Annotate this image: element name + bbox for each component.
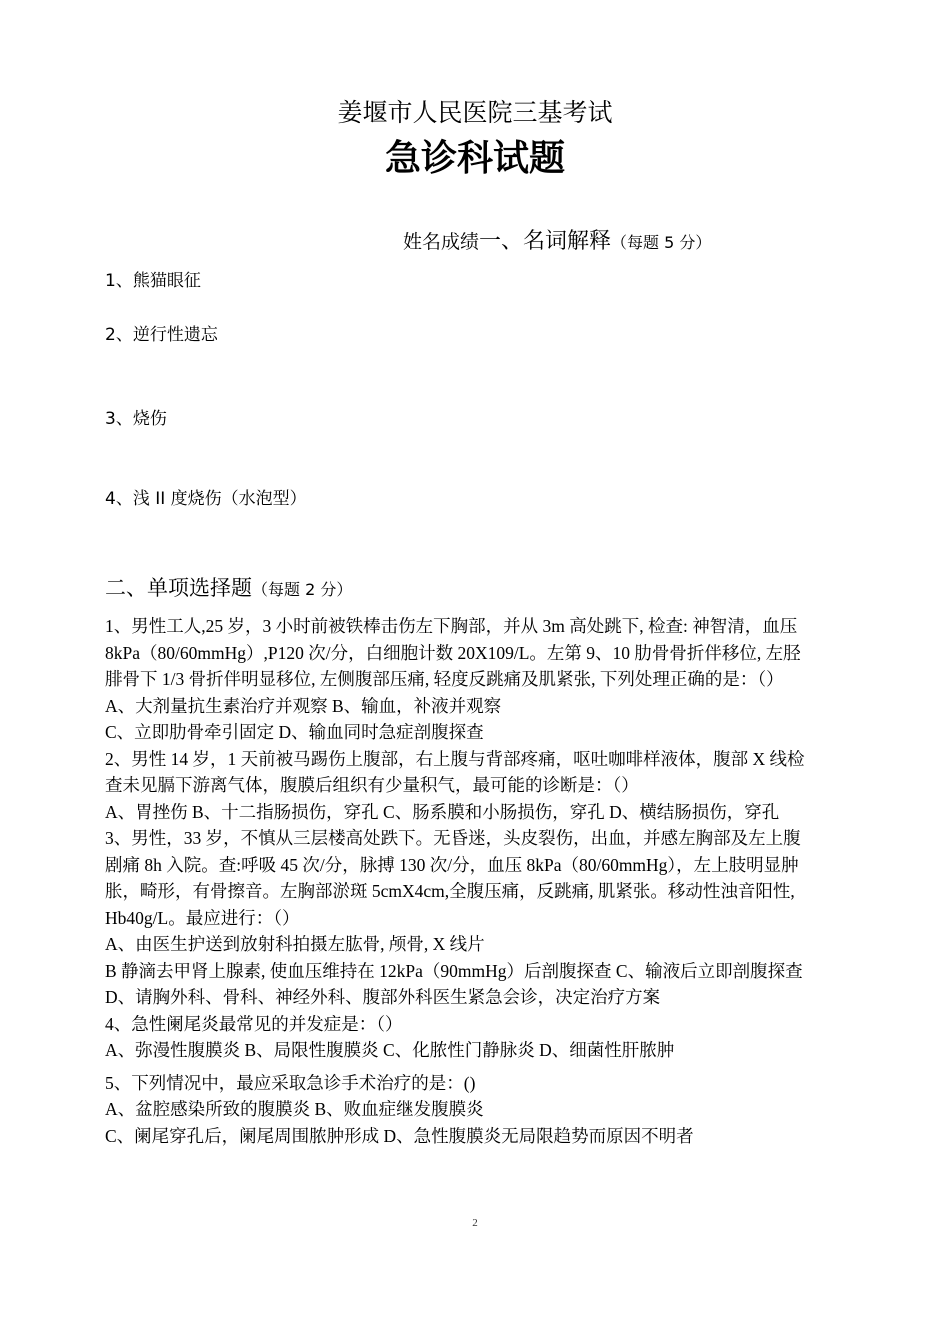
section1-points: （每题 5 分） <box>611 233 712 252</box>
option-line: A、由医生护送到放射科拍摄左肱骨, 颅骨, X 线片 <box>105 934 485 954</box>
hospital-exam-title: 姜堰市人民医院三基考试 <box>337 98 613 127</box>
question-line: 胀，畸形，有骨擦音。左胸部淤斑 5cmX4cm,全腹压痛，反跳痛, 肌紧张。移动性浊音阳性, <box>105 881 795 901</box>
name-score-line <box>403 224 711 255</box>
question-line: Hb40g/L。最应进行：（） <box>105 907 300 928</box>
term-item-3: 3、烧伤 <box>105 409 167 429</box>
question-block <box>105 613 840 1149</box>
question-line: 剧痛 8h 入院。查:呼吸 45 次/分，脉搏 130 次/分，血压 8kPa（80/60mmHg），左上肢明显肿 <box>105 854 799 875</box>
section2-points: （每题 2 分） <box>252 580 353 599</box>
option-line: A、弥漫性腹膜炎 B、局限性腹膜炎 C、化脓性门静脉炎 D、细菌性肝脓肿 <box>105 1040 675 1060</box>
question-line: 2、男性 14 岁，1 天前被马踢伤上腹部，右上腹与背部疼痛，呕吐咖啡样液体，腹部 X 线检 <box>105 748 805 769</box>
option-line: D、请胸外科、骨科、神经外科、腹部外科医生紧急会诊，决定治疗方案 <box>105 987 661 1007</box>
question-line: 查未见膈下游离气体，腹膜后组织有少量积气，最可能的诊断是：（） <box>105 775 639 795</box>
option-line: C、立即肋骨牵引固定 D、输血同时急症剖腹探查 <box>105 722 484 742</box>
term-item-4: 4、浅 II 度烧伤（水泡型） <box>105 489 307 509</box>
term-item-2: 2、逆行性遗忘 <box>105 325 218 345</box>
option-line: A、大剂量抗生素治疗并观察 B、输血，补液并观察 <box>105 695 502 716</box>
term-item-1: 1、熊猫眼征 <box>105 271 201 291</box>
option-line: A、盆腔感染所致的腹膜炎 B、败血症继发腹膜炎 <box>105 1099 484 1119</box>
option-line: C、阑尾穿孔后，阑尾周围脓肿形成 D、急性腹膜炎无局限趋势而原因不明者 <box>105 1125 694 1146</box>
question-line: 3、男性，33 岁，不慎从三层楼高处跌下。无昏迷，头皮裂伤，出血，并感左胸部及左上腹 <box>105 828 801 848</box>
section2-title: 二、单项选择题 <box>105 576 252 600</box>
section1-title: 一、名词解释 <box>479 229 612 254</box>
question-line: 5、下列情况中，最应采取急诊手术治疗的是：() <box>105 1072 476 1093</box>
option-line: B 静滴去甲肾上腺素, 使血压维持在 12kPa（90mmHg）后剖腹探查 C、输液后立即剖腹探查 <box>105 960 803 981</box>
question-line: 腓骨下 1/3 骨折伴明显移位, 左侧腹部压痛, 轻度反跳痛及肌紧张, 下列处理正确的是：（） <box>105 669 784 689</box>
question-line: 8kPa（80/60mmHg）,P120 次/分，白细胞计数 20X109/L。左第 9、10 肋骨骨折伴移位, 左胫 <box>105 642 801 663</box>
exam-subject-title: 急诊科试题 <box>384 138 565 179</box>
question-line: 4、急性阑尾炎最常见的并发症是：（） <box>105 1013 403 1034</box>
page-number: 2 <box>472 1217 478 1229</box>
section2-heading <box>105 572 352 602</box>
name-score-label: 姓名成绩 <box>403 231 480 253</box>
question-line: 1、男性工人,25 岁，3 小时前被铁棒击伤左下胸部，并从 3m 高处跳下, 检查: 神智清，血压 <box>105 616 798 636</box>
option-line: A、胃挫伤 B、十二指肠损伤，穿孔 C、肠系膜和小肠损伤，穿孔 D、横结肠损伤，穿孔 <box>105 801 780 822</box>
